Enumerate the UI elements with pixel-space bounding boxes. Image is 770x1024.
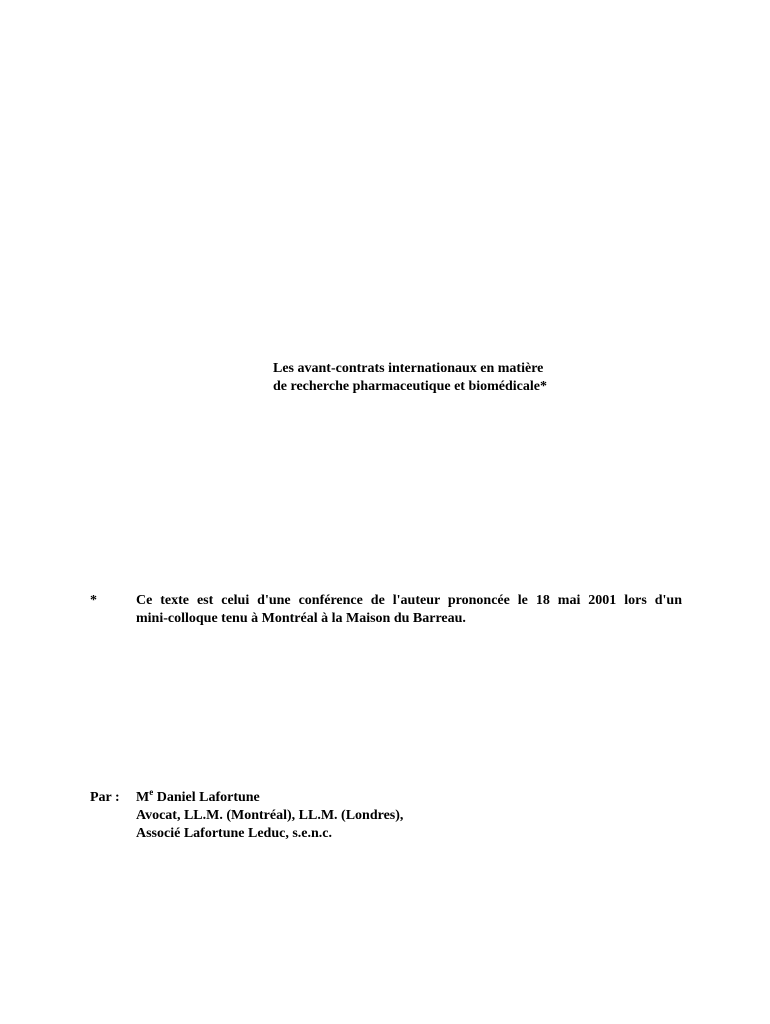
footnote-line-2: mini-colloque tenu à Montréal à la Maison du Barreau. xyxy=(136,611,466,626)
document-title xyxy=(273,360,547,396)
footnote-line-1: Ce texte est celui d'une conférence de l'auteur prononcée le 18 mai 2001 lors d'un xyxy=(136,593,682,608)
footnote-text xyxy=(136,592,682,628)
author-credentials: Avocat, LL.M. (Montréal), LL.M. (Londres), xyxy=(136,808,404,823)
author-name: Daniel Lafortune xyxy=(153,790,260,805)
author-title-prefix: M xyxy=(136,790,150,805)
title-line-1: Les avant-contrats internationaux en matière xyxy=(273,361,544,376)
author-details xyxy=(136,789,403,843)
footnote-marker: * xyxy=(90,593,97,608)
author-label: Par : xyxy=(90,790,120,805)
title-line-2: de recherche pharmaceutique et biomédicale* xyxy=(273,379,547,394)
author-name-line xyxy=(136,789,403,807)
author-title-superscript: e xyxy=(149,787,154,797)
author-affiliation: Associé Lafortune Leduc, s.e.n.c. xyxy=(136,826,332,841)
